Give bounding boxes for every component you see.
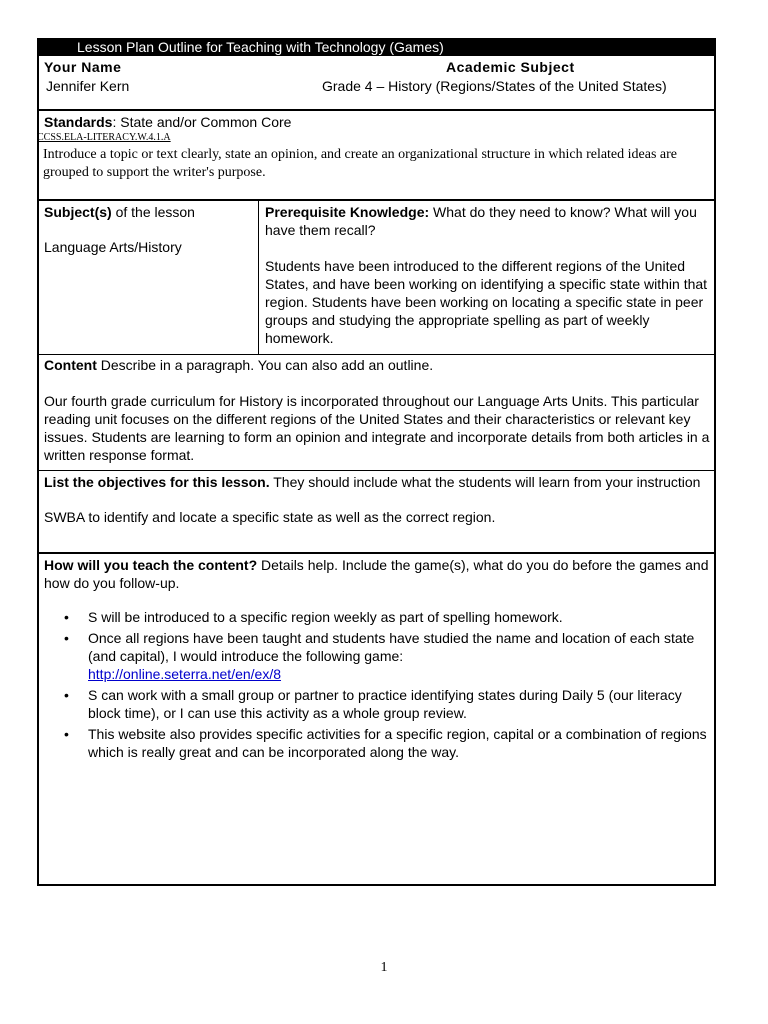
subjects-heading	[44, 204, 195, 220]
name-label: Your Name	[44, 59, 122, 75]
content-text: Our fourth grade curriculum for History is incorporated throughout our Language Arts Units. This particular reading unit focuses on the different regions of the United States and their characteristics or relevant key issues. Students are learning to form an opinion and integrate and incorporate details from both articles in a written response format.	[44, 393, 710, 463]
standards-code: CCSS.ELA-LITERACY.W.4.1.A	[37, 132, 171, 143]
divider-header	[37, 109, 716, 111]
divider-standards	[37, 199, 716, 201]
teach-bullet-item	[44, 686, 714, 722]
page-number: 1	[380, 960, 388, 975]
divider-subject	[37, 354, 716, 355]
objectives-heading	[44, 473, 712, 491]
teach-bullet-1: S will be introduced to a specific region weekly as part of spelling homework.	[88, 609, 563, 625]
seterra-game-link[interactable]: http://online.seterra.net/en/ex/8	[88, 666, 282, 682]
divider-objectives	[37, 552, 716, 554]
divider-content	[37, 470, 716, 471]
objectives-prompt: They should include what the students will learn from your instruction	[269, 474, 701, 490]
prerequisite-heading	[265, 203, 717, 239]
standards-suffix: : State and/or Common Core	[112, 114, 292, 130]
prerequisite-label: Prerequisite Knowledge:	[265, 204, 430, 220]
subjects-suffix: of the lesson	[111, 204, 195, 220]
name-value: Jennifer Kern	[46, 78, 130, 94]
subjects-label: Subject(s)	[44, 204, 112, 220]
teach-heading	[44, 556, 712, 592]
standards-label: Standards	[44, 114, 113, 130]
teach-prompt: Details help. Include the game(s), what do you do before the games and how do you follow-up.	[44, 557, 709, 591]
teach-bullet-2: Once all regions have been taught and students have studied the name and location of each state (and capital), I would introduce the following game:	[88, 630, 695, 664]
subject-value: Grade 4 – History (Regions/States of the United States)	[322, 78, 667, 94]
objectives-label: List the objectives for this lesson.	[44, 474, 270, 490]
divider-subject-column	[258, 200, 259, 354]
content-label: Content	[44, 357, 97, 373]
teach-bullet-3: S can work with a small group or partner to practice identifying states during Daily 5 (our literacy block time), or I can use this activity as a whole group review.	[88, 687, 682, 721]
teach-label: How will you teach the content?	[44, 557, 258, 573]
teach-bullet-list	[44, 608, 714, 764]
standards-text: Introduce a topic or text clearly, state an opinion, and create an organizational structure in which related ideas are grouped to support the writer's purpose.	[43, 147, 678, 180]
teach-bullet-item	[44, 725, 714, 761]
teach-bullet-item	[44, 608, 714, 626]
divider-content-right	[714, 355, 715, 553]
subject-label: Academic Subject	[446, 59, 575, 75]
teach-bullet-4: This website also provides specific activities for a specific region, capital or a combination of regions which is really great and can be incorporated along the way.	[88, 726, 707, 760]
content-heading	[44, 357, 433, 373]
divider-standards-right	[714, 109, 715, 200]
prerequisite-prompt: What do they need to know? What will you have them recall?	[265, 204, 697, 238]
standards-heading	[44, 114, 291, 130]
content-prompt: Describe in a paragraph. You can also add an outline.	[96, 357, 434, 373]
objectives-text: SWBA to identify and locate a specific state as well as the correct region.	[44, 509, 496, 525]
document-title: Lesson Plan Outline for Teaching with Technology (Games)	[37, 38, 716, 56]
subjects-value: Language Arts/History	[44, 239, 182, 255]
prerequisite-text: Students have been introduced to the different regions of the United States, and have been working on identifying a specific state within that region. Students have been working on locating a specific state in peer groups and studying the appropriate spelling as part of weekly homework.	[265, 258, 708, 346]
teach-bullet-item	[44, 629, 714, 683]
